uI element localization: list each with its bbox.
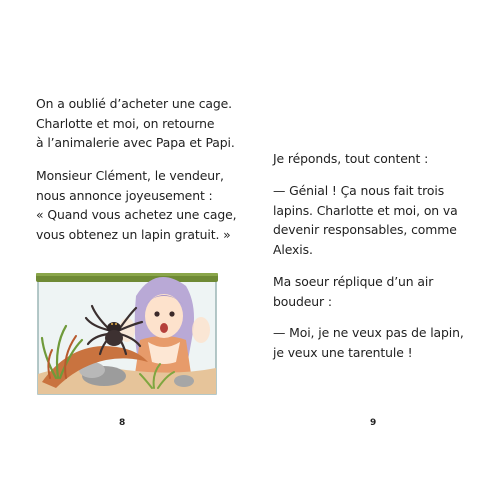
text-line: Ma soeur réplique d’un air xyxy=(273,274,434,289)
text-line: Monsieur Clément, le vendeur, xyxy=(36,168,224,183)
text-line: à l’animalerie avec Papa et Papi. xyxy=(36,135,235,150)
text-line: — Moi, je ne veux pas de lapin, xyxy=(273,325,464,340)
terrarium-illustration xyxy=(36,266,218,396)
girl-mouth xyxy=(160,323,168,333)
page-number: 8 xyxy=(119,418,126,428)
text-line: je veux une tarentule ! xyxy=(273,344,413,360)
text-line: « Quand vous achetez une cage, xyxy=(36,207,237,222)
text-line: On a oublié d’acheter une cage. xyxy=(36,96,233,111)
text-line: vous obtenez un lapin gratuit. » xyxy=(36,226,231,242)
right-page xyxy=(250,0,500,500)
rock xyxy=(174,375,194,387)
right-paragraph-4 xyxy=(273,323,464,362)
left-paragraph-1 xyxy=(36,94,235,153)
text-line: boudeur : xyxy=(273,293,332,309)
left-paragraph-2 xyxy=(36,166,236,244)
text-line: Alexis. xyxy=(273,241,313,257)
page-number: 9 xyxy=(370,418,377,428)
text-line: — Génial ! Ça nous fait trois xyxy=(273,183,445,198)
text-line: devenir responsables, comme xyxy=(273,222,457,237)
text-line: Charlotte et moi, on retourne xyxy=(36,115,215,131)
right-paragraph-1 xyxy=(273,149,428,169)
right-paragraph-3 xyxy=(273,272,433,311)
text-line: lapins. Charlotte et moi, on va xyxy=(273,202,458,218)
text-line: Je réponds, tout content : xyxy=(273,151,429,166)
right-paragraph-2 xyxy=(273,181,458,259)
hand-on-glass xyxy=(192,317,210,343)
text-line: nous annonce joyeusement : xyxy=(36,187,213,203)
